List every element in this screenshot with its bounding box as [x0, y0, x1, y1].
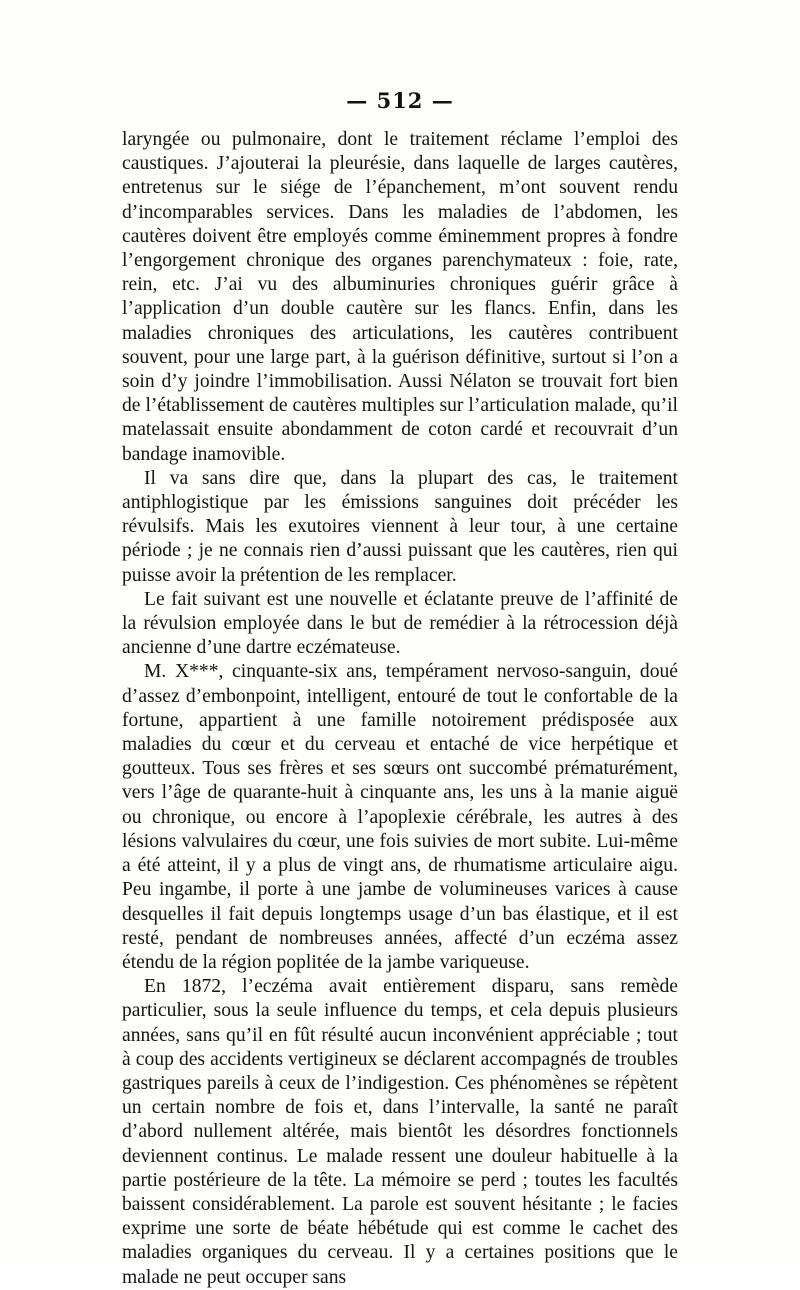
paragraph: En 1872, l’eczéma avait entièrement disparu, sans remède particulier, sous la seule influence du temps, et cela depuis plusieurs années, sans qu’il en fût résulté aucun inconvénient appréciable ; tout à coup des accidents vertigineux se déclarent accompagnés de troubles gastriques pareils à ceux de l’indigestion. Ces phénomènes se répètent un certain nombre de fois et, dans l’intervalle, la santé ne paraît d’abord nullement altérée, mais bientôt les désordres fonctionnels deviennent continus. Le malade ressent une douleur habituelle à la partie postérieure de la tête. La mémoire se perd ; toutes les facultés baissent considérablement. La parole est souvent hésitante ; le facies exprime une sorte de béate hébétude qui est comme le cachet des maladies organiques du cerveau. Il y a certaines positions que le malade ne peut occuper sans [122, 976, 678, 1288]
page-number: — 512 — [346, 88, 454, 113]
paragraph: Le fait suivant est une nouvelle et éclatante preuve de l’affinité de la révulsion employée dans le but de remédier à la rétrocession déjà ancienne d’une dartre eczémateuse. [122, 588, 678, 659]
body-text [122, 128, 678, 1290]
paragraph-case-report: M. X***, cinquante-six ans, tempérament nervoso-sanguin, doué d’assez d’embonpoint, intelligent, entouré de tout le confortable de la fortune, appartient à une famille notoirement prédisposée aux maladies du cœur et du cerveau et entaché de vice herpétique et goutteux. Tous ses frères et ses sœurs ont succombé prématurément, vers l’âge de quarante-huit à cinquante ans, les uns à la manie aiguë ou chronique, ou encore à l’apoplexie cérébrale, les autres à des lésions valvulaires du cœur, une fois suivies de mort subite. Lui-même a été atteint, il y a plus de vingt ans, de rhumatisme articulaire aigu. Peu ingambe, il porte à une jambe de volumineuses varices à cause desquelles il fait depuis longtemps usage d’un bas élastique, et il est resté, pendant de nombreuses années, affecté d’un eczéma assez étendu de la région poplitée de la jambe variqueuse. [122, 661, 678, 973]
paragraph-continued: laryngée ou pulmonaire, dont le traitement réclame l’emploi des caustiques. J’ajouterai la pleurésie, dans laquelle de larges cautères, entretenus sur le siége de l’épanchement, m’ont souvent rendu d’incomparables services. Dans les maladies de l’abdomen, les cautères doivent être employés comme éminemment propres à fondre l’engorgement chronique des organes parenchymateux : foie, rate, rein, etc. J’ai vu des albuminuries chroniques guérir grâce à l’application d’un double cautère sur les flancs. Enfin, dans les maladies chroniques des articulations, les cautères contribuent souvent, pour une large part, à la guérison définitive, surtout si l’on a soin d’y joindre l’immobilisation. Aussi Nélaton se trouvait fort bien de l’établissement de cautères multiples sur l’articulation malade, qu’il matelassait ensuite abondamment de coton cardé et recouvrait d’un bandage inamovible. [122, 129, 678, 465]
paragraph: Il va sans dire que, dans la plupart des cas, le traitement antiphlogistique par les émissions sanguines doit précéder les révulsifs. Mais les exutoires viennent à leur tour, à une certaine période ; je ne connais rien d’aussi puissant que les cautères, rien qui puisse avoir la prétention de les remplacer. [122, 467, 678, 586]
